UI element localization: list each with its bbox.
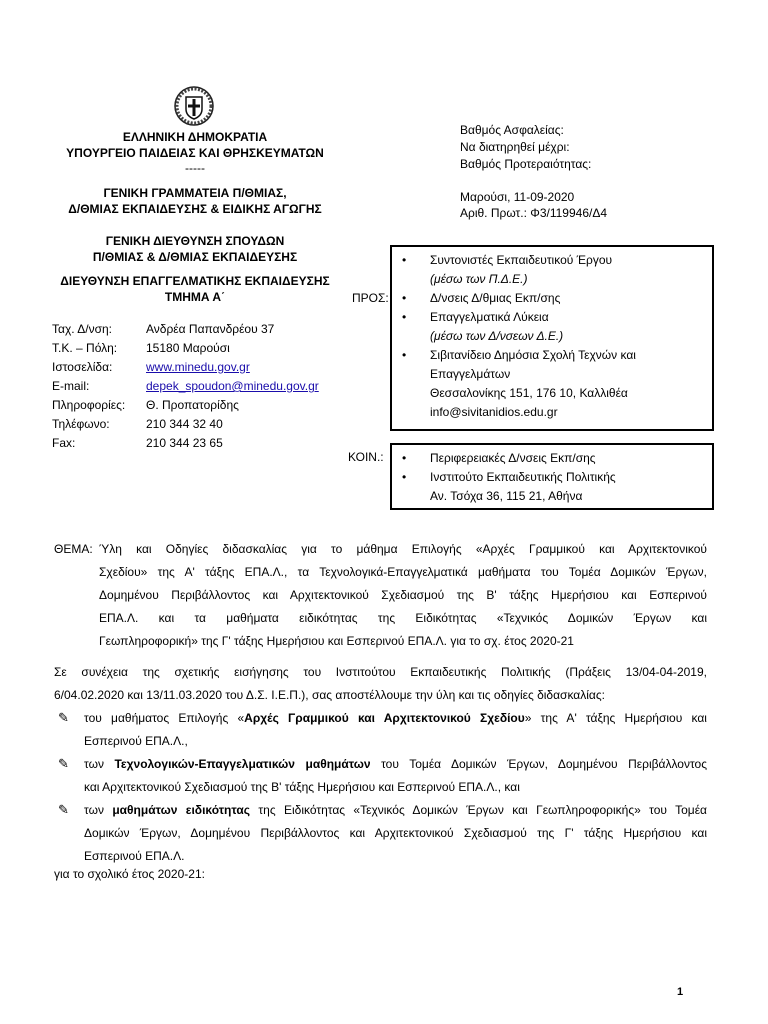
department-title: ΤΜΗΜΑ Α΄ [164, 290, 226, 304]
contact-value: Θ. Προπατορίδης [146, 398, 239, 412]
recipient-note: (μέσω των Π.Δ.Ε.) [430, 272, 528, 286]
body-line: Δομικών Έργων, Δομημένου Περιβάλλοντος και Αρχιτεκτονικού Σχεδιασμού της Γ' τάξης Ημερήσιου και [84, 826, 707, 840]
list-item [402, 365, 706, 384]
to-label: ΠΡΟΣ: [352, 291, 389, 305]
body-text: του Τομέα Δομικών Έργων, Δομημένου Περιβάλλοντος [370, 757, 707, 771]
contact-row [52, 436, 352, 454]
contact-link[interactable]: www.minedu.gov.gr [146, 360, 250, 374]
intro-paragraph [54, 661, 707, 707]
contact-label: Ταχ. Δ/νση: [52, 322, 113, 336]
subject-text [99, 538, 707, 653]
body-text: » της Α' τάξης Ημερήσιου και [524, 711, 707, 725]
list-item [402, 327, 706, 346]
bullet-icon: • [402, 310, 407, 324]
recipient-address: Αν. Τσόχα 36, 115 21, Αθήνα [430, 489, 583, 503]
contact-value: 15180 Μαρούσι [146, 341, 230, 355]
list-item [402, 449, 706, 468]
directorate-title: ΔΙΕΥΘΥΝΣΗ ΕΠΑΓΓΕΛΜΑΤΙΚΗΣ ΕΚΠΑΙΔΕΥΣΗΣ [60, 274, 330, 288]
security-grade-label: Βαθμός Ασφαλείας: [460, 123, 564, 137]
contact-row [52, 379, 352, 397]
recipient-text: Επαγγελματικά Λύκεια [430, 310, 549, 324]
greek-coat-of-arms-icon [173, 85, 215, 127]
cc-recipients-box [390, 443, 714, 510]
body-line: και Αρχιτεκτονικού Σχεδιασμού της Β' τάξης Ημερήσιου και Εσπερινού ΕΠΑ.Λ., και [84, 780, 520, 794]
body-text: των [84, 757, 115, 771]
recipient-note: (μέσω των Δ/νσεων Δ.Ε.) [430, 329, 564, 343]
recipient-text: Σιβιτανίδειο Δημόσια Σχολή Τεχνών και [430, 348, 636, 362]
list-item [402, 289, 706, 308]
body-line: 6/04.02.2020 και 13/11.03.2020 του Δ.Σ. Ι.Ε.Π.), σας αποστέλλουμε την ύλη και τις οδηγίες διδασκαλίας: [54, 688, 605, 702]
body-line: Σε συνέχεια της σχετικής εισήγησης του Ινστιτούτου Εκπαιδευτικής Πολιτικής (Πράξεις 13/04-04-2019, [54, 665, 707, 679]
recipient-text: Συντονιστές Εκπαιδευτικού Έργου [430, 253, 613, 267]
protocol-number: Αριθ. Πρωτ.: Φ3/119946/Δ4 [460, 206, 608, 220]
body-line [84, 753, 707, 776]
contact-value: Ανδρέα Παπανδρέου 37 [146, 322, 275, 336]
contact-row [52, 341, 352, 359]
contact-row [52, 360, 352, 378]
list-item [402, 308, 706, 327]
recipient-text: Ινστιτούτο Εκπαιδευτικής Πολιτικής [430, 470, 616, 484]
body-text: της Ειδικότητας «Τεχνικός Δομικών Έργων και Γεωπληροφορικής» του Τομέα [250, 803, 707, 817]
general-secretariat-line-1: ΓΕΝΙΚΗ ΓΡΑΜΜΑΤΕΙΑ Π/ΘΜΙΑΣ, [103, 186, 287, 200]
subject-line: Δομημένου Περιβάλλοντος και Αρχιτεκτονικού Σχεδιασμού της Β' τάξης Ημερήσιου και Εσπερινού [99, 588, 707, 602]
body-text-bold: μαθημάτων ειδικότητας [112, 803, 251, 817]
body-text: του μαθήματος Επιλογής « [84, 711, 245, 725]
body-text: των [84, 803, 113, 817]
bullet-icon: • [402, 253, 407, 267]
body-text-bold: Τεχνολογικών-Επαγγελματικών μαθημάτων [114, 757, 371, 771]
body-line [84, 707, 707, 730]
recipient-text: Δ/νσεις Δ/θμιας Εκπ/σης [430, 291, 561, 305]
contact-value: 210 344 23 65 [146, 436, 223, 450]
contact-row [52, 417, 352, 435]
subject-line: Σχεδίου» της Α' τάξης ΕΠΑ.Λ., τα Τεχνολογικά-Επαγγελματικά μαθήματα του Τομέα Δομικών Έργων, [99, 565, 707, 579]
body-text-bold: Αρχές Γραμμικού και Αρχιτεκτονικού Σχεδίου [244, 711, 525, 725]
republic-title: ΕΛΛΗΝΙΚΗ ΔΗΜΟΚΡΑΤΙΑ [122, 130, 268, 144]
body-line: Εσπερινού ΕΠΑ.Λ. [84, 849, 185, 863]
list-item [402, 403, 706, 422]
contact-row [52, 398, 352, 416]
bullet-icon: • [402, 291, 407, 305]
bullet-icon: • [402, 348, 407, 362]
subject-line: Ύλη και Οδηγίες διδασκαλίας για το μάθημα Επιλογής «Αρχές Γραμμικού και Αρχιτεκτονικού [99, 542, 707, 556]
ministry-title: ΥΠΟΥΡΓΕΙΟ ΠΑΙΔΕΙΑΣ ΚΑΙ ΘΡΗΣΚΕΥΜΑΤΩΝ [66, 146, 324, 160]
subject-line: ΕΠΑ.Λ. και τα μαθήματα ειδικότητας της Ειδικότητας «Τεχνικός Δομικών Έργων και [99, 611, 707, 625]
recipient-email: info@sivitanidios.edu.gr [430, 405, 558, 419]
general-directorate-line-1: ΓΕΝΙΚΗ ΔΙΕΥΘΥΝΣΗ ΣΠΟΥΔΩΝ [105, 234, 285, 248]
list-item [402, 270, 706, 289]
pencil-arrow-icon: ✎ [58, 756, 69, 771]
subject-label: ΘΕΜΑ: [54, 542, 93, 556]
recipient-text: Επαγγελμάτων [430, 367, 511, 381]
page-number: 1 [677, 986, 684, 998]
general-directorate-line-2: Π/ΘΜΙΑΣ & Δ/ΘΜΙΑΣ ΕΚΠΑΙΔΕΥΣΗΣ [92, 250, 298, 264]
to-recipients-box [390, 245, 714, 431]
contact-row [52, 322, 352, 340]
priority-grade-label: Βαθμός Προτεραιότητας: [460, 157, 592, 171]
pencil-arrow-icon: ✎ [58, 710, 69, 725]
bullet-paragraph [84, 799, 707, 868]
cc-label: ΚΟΙΝ.: [348, 450, 384, 464]
header-separator: ----- [185, 161, 205, 175]
list-item [402, 487, 706, 506]
bullet-icon: • [402, 470, 407, 484]
bullet-paragraph [84, 707, 707, 753]
body-line: Εσπερινού ΕΠΑ.Λ., [84, 734, 188, 748]
bullet-icon: • [402, 451, 407, 465]
list-item [402, 468, 706, 487]
retain-until-label: Να διατηρηθεί μέχρι: [460, 140, 570, 154]
contact-label: Ιστοσελίδα: [52, 360, 113, 374]
general-secretariat-line-2: Δ/ΘΜΙΑΣ ΕΚΠΑΙΔΕΥΣΗΣ & ΕΙΔΙΚΗΣ ΑΓΩΓΗΣ [68, 202, 322, 216]
contact-label: Τ.Κ. – Πόλη: [52, 341, 118, 355]
contact-value: 210 344 32 40 [146, 417, 223, 431]
contact-label: Τηλέφωνο: [52, 417, 110, 431]
body-line [84, 799, 707, 822]
place-date: Μαρούσι, 11-09-2020 [460, 190, 575, 204]
pencil-arrow-icon: ✎ [58, 802, 69, 817]
recipient-text: Περιφερειακές Δ/νσεις Εκπ/σης [430, 451, 596, 465]
contact-label: E-mail: [52, 379, 90, 393]
recipient-address: Θεσσαλονίκης 151, 176 10, Καλλιθέα [430, 386, 628, 400]
list-item [402, 346, 706, 365]
closing-line: για το σχολικό έτος 2020-21: [54, 867, 205, 881]
contact-label: Πληροφορίες: [52, 398, 126, 412]
bullet-paragraph [84, 753, 707, 799]
contact-label: Fax: [52, 436, 76, 450]
list-item [402, 251, 706, 270]
contact-link[interactable]: depek_spoudon@minedu.gov.gr [146, 379, 319, 393]
subject-line: Γεωπληροφορική» της Γ' τάξης Ημερήσιου και Εσπερινού ΕΠΑ.Λ. για το σχ. έτος 2020-21 [99, 634, 574, 648]
list-item [402, 384, 706, 403]
